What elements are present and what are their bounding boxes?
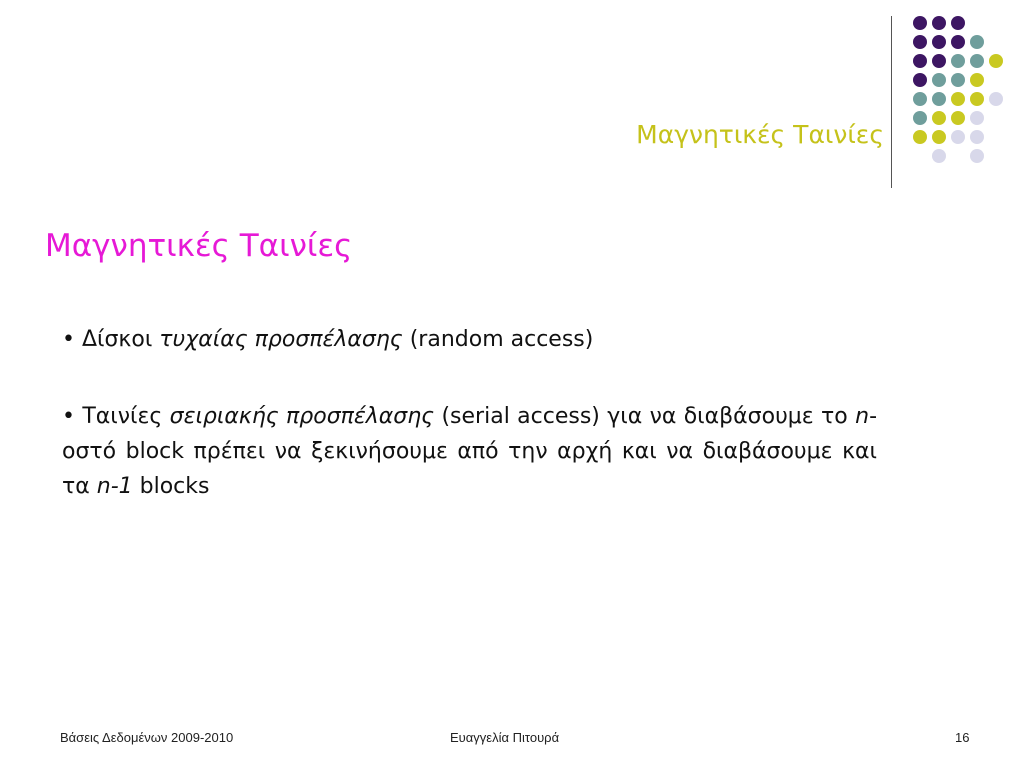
decorative-dot	[913, 92, 927, 106]
decorative-dot	[913, 54, 927, 68]
decorative-dot	[951, 54, 965, 68]
decorative-dot	[970, 149, 984, 163]
decorative-dot	[932, 35, 946, 49]
footer-page-number: 16	[955, 730, 970, 745]
decorative-dot	[989, 92, 1003, 106]
decorative-dot-grid	[0, 0, 1024, 200]
decorative-dot	[913, 16, 927, 30]
decorative-dot	[932, 130, 946, 144]
bullet-italic-text: σειριακής προσπέλασης	[169, 404, 435, 429]
bullet-text: Ταινίες	[82, 404, 170, 429]
slide-title: Μαγνητικές Ταινίες	[45, 228, 353, 264]
decorative-dot	[970, 130, 984, 144]
decorative-dot	[951, 35, 965, 49]
decorative-dot	[970, 92, 984, 106]
decorative-dot	[932, 92, 946, 106]
decorative-dot	[913, 111, 927, 125]
bullet-italic-text: τυχαίας προσπέλασης	[159, 327, 403, 352]
decorative-dot	[932, 149, 946, 163]
decorative-dot	[932, 73, 946, 87]
decorative-dot	[913, 130, 927, 144]
bullet-marker: •	[62, 404, 75, 429]
decorative-dot	[932, 111, 946, 125]
decorative-dot	[970, 35, 984, 49]
decorative-dot	[951, 111, 965, 125]
bullet-italic-text: n-1	[96, 474, 133, 499]
header-title: Μαγνητικές Ταινίες	[636, 120, 884, 149]
bullet-italic-text: n	[855, 404, 870, 429]
bullet-text: (serial access) για να διαβάσουμε το	[434, 404, 856, 429]
bullet-text: (random access)	[402, 327, 594, 352]
decorative-dot	[951, 130, 965, 144]
decorative-dot	[932, 16, 946, 30]
footer-author: Ευαγγελία Πιτουρά	[450, 730, 560, 745]
decorative-dot	[913, 35, 927, 49]
decorative-dot	[989, 54, 1003, 68]
decorative-dot	[932, 54, 946, 68]
decorative-dot	[970, 54, 984, 68]
bullet-marker: •	[62, 327, 75, 352]
header-divider	[891, 16, 892, 188]
decorative-dot	[970, 111, 984, 125]
decorative-dot	[951, 73, 965, 87]
bullet-text: blocks	[132, 474, 210, 499]
bullet-text: Δίσκοι	[81, 327, 160, 352]
bullet-item-2	[62, 399, 877, 504]
bullet-item-1	[62, 322, 593, 357]
footer-course: Βάσεις Δεδομένων 2009-2010	[60, 730, 234, 745]
decorative-dot	[970, 73, 984, 87]
decorative-dot	[913, 73, 927, 87]
decorative-dot	[951, 92, 965, 106]
bullet-text: -οστό block πρέπει να ξεκινήσουμε από την αρχή και να διαβάσουμε και τα	[62, 404, 878, 499]
decorative-dot	[951, 16, 965, 30]
